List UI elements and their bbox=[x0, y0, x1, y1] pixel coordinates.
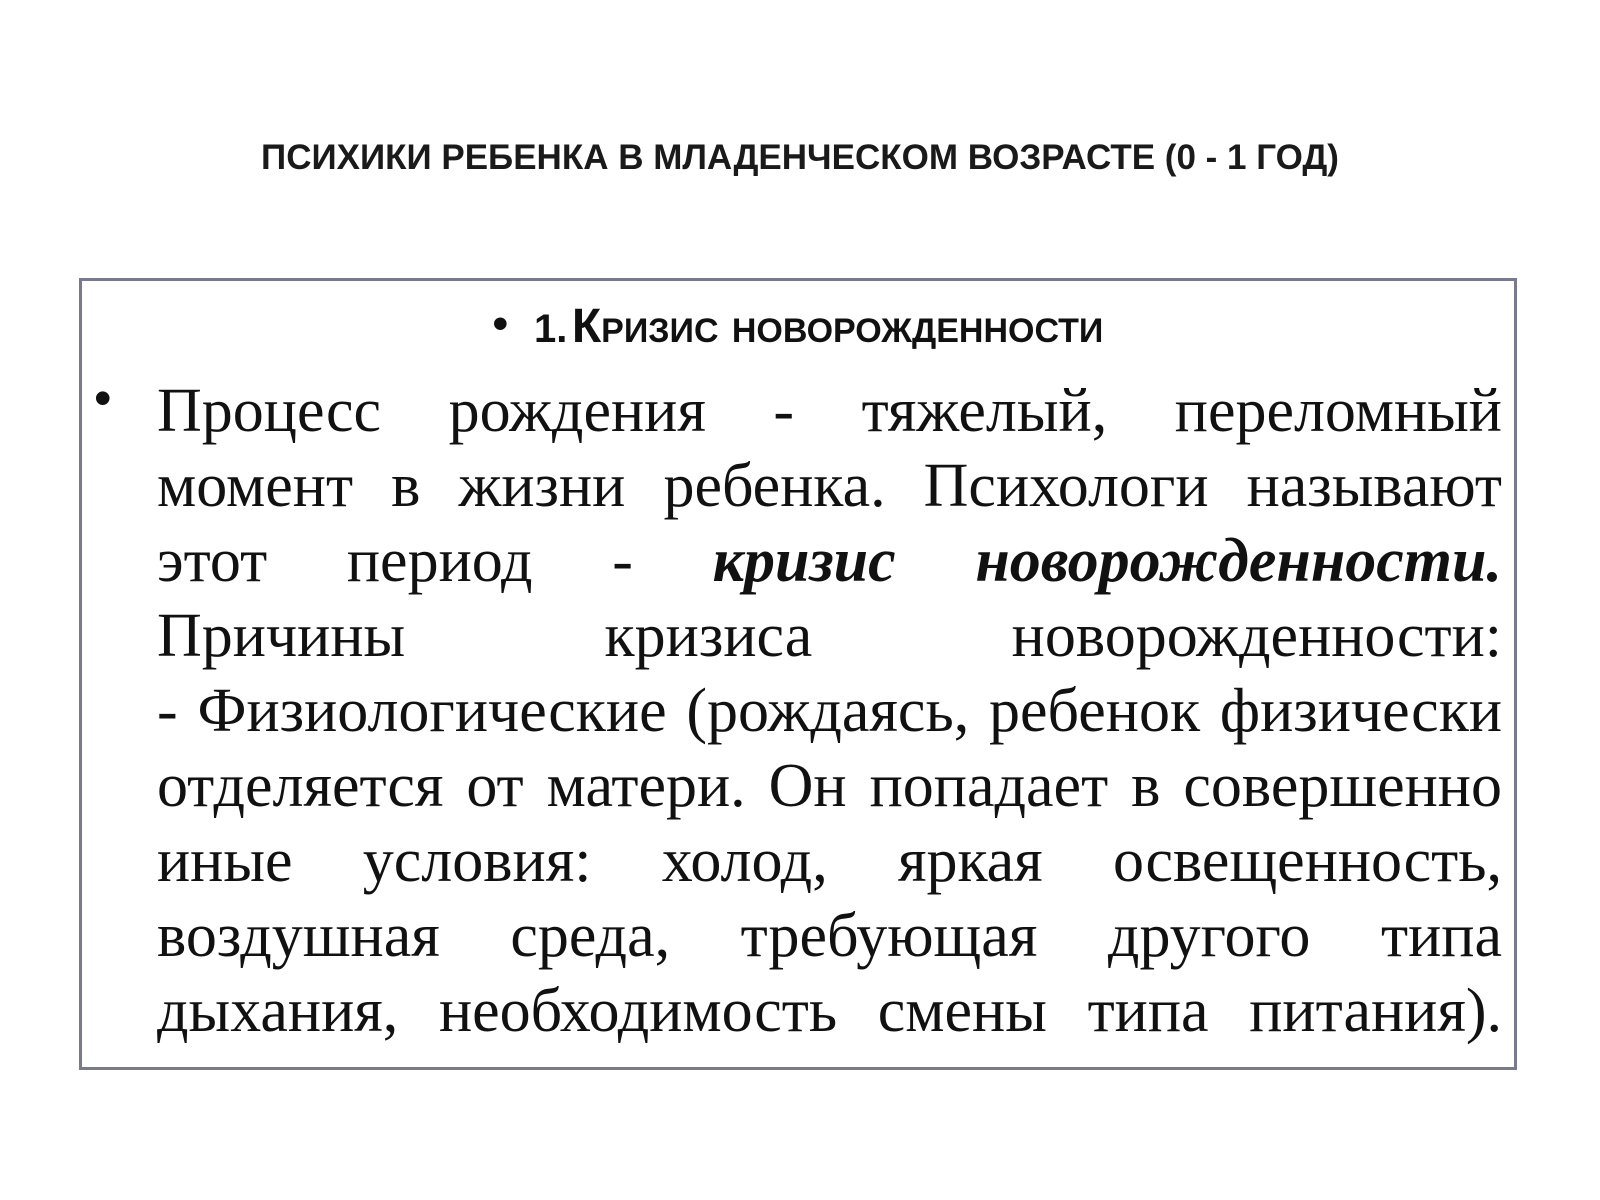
body-line: Причины кризиса новорожденности: bbox=[157, 602, 1502, 670]
body-line: - Физиологические (рождаясь, ребенок физически bbox=[157, 677, 1502, 745]
emphasis-term: кризис новорожденности. bbox=[712, 527, 1502, 595]
body-line: воздушная среда, требующая другого типа bbox=[157, 902, 1502, 970]
body-line: Процесс рождения - тяжелый, переломный bbox=[157, 377, 1502, 445]
body-line: дыхания, необходимость смены типа питания). bbox=[157, 977, 1502, 1045]
content-box bbox=[79, 278, 1517, 1070]
section-heading bbox=[82, 299, 1514, 354]
body-line: иные условия: холод, яркая освещенность, bbox=[157, 827, 1502, 895]
heading-number: 1. bbox=[534, 307, 568, 351]
body-line: момент в жизни ребенка. Психологи называют bbox=[157, 452, 1502, 520]
heading-text: Кризис новорожденности bbox=[571, 300, 1104, 353]
body-line-with-emphasis bbox=[157, 524, 1502, 599]
body-paragraph bbox=[157, 374, 1502, 1049]
heading-bullet: • bbox=[492, 299, 509, 348]
body-bullet: • bbox=[94, 370, 112, 426]
body-line-start: этот период - bbox=[157, 527, 633, 595]
slide-title: ПСИХИКИ РЕБЕНКА В МЛАДЕНЧЕСКОМ ВОЗРАСТЕ (0 - 1 ГОД) bbox=[261, 138, 1339, 177]
body-line: отделяется от матери. Он попадает в совершенно bbox=[157, 752, 1502, 820]
